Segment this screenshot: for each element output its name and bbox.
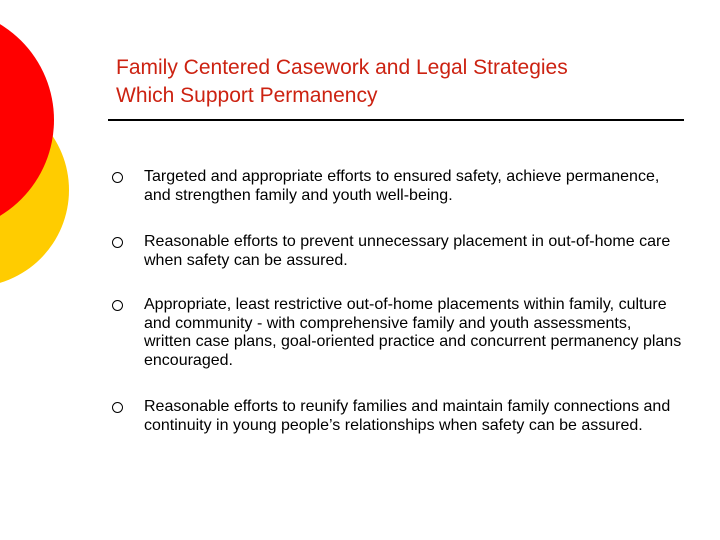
bullet-item (112, 296, 682, 370)
hollow-circle-bullet-icon (112, 402, 123, 413)
red-circle (0, 8, 54, 232)
hollow-circle-bullet-icon (112, 172, 123, 183)
bullet-item (112, 233, 682, 270)
hollow-circle-bullet-icon (112, 300, 123, 311)
slide-title (116, 54, 676, 110)
bullet-text: Reasonable efforts to reunify families and maintain family connections and continuity in young people’s relationships when safety can be assured. (144, 398, 671, 434)
bullet-text: Targeted and appropriate efforts to ensured safety, achieve permanence, and strengthen family and youth well-being. (144, 168, 660, 204)
bullet-item (112, 398, 682, 435)
title-divider (108, 119, 684, 121)
yellow-circle (0, 93, 69, 287)
bullet-text: Appropriate, least restrictive out-of-home placements within family, culture and community - with comprehensive family and youth assessments, written case plans, goal-oriented practice and concurrent permanency plans encouraged. (144, 296, 682, 369)
bullet-text: Reasonable efforts to prevent unnecessary placement in out-of-home care when safety can be assured. (144, 233, 671, 269)
title-line-1: Family Centered Casework and Legal Strategies (116, 56, 568, 79)
bullet-item (112, 168, 682, 205)
title-line-2: Which Support Permanency (116, 84, 378, 107)
hollow-circle-bullet-icon (112, 237, 123, 248)
